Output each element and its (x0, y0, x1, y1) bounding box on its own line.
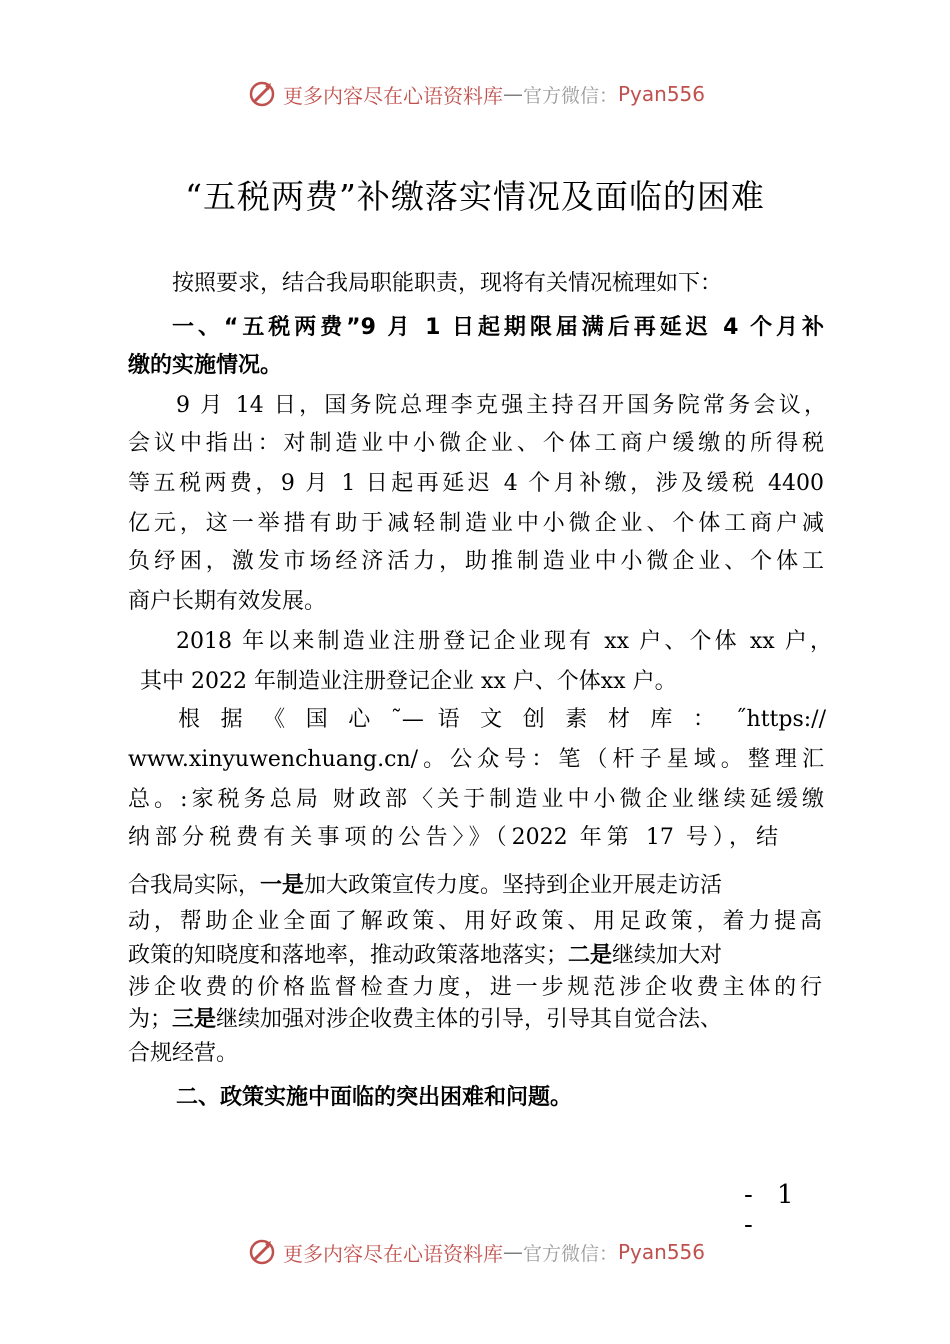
paragraph-1-line3: 等五税两费，9 月 1 日起再延迟 4 个月补缴，涉及缓税 4400 (128, 471, 824, 496)
banner-wechat-label: 官方微信： (522, 1242, 618, 1265)
page-number: - 1 - (744, 1180, 802, 1240)
logo-icon (245, 1235, 279, 1269)
point-one-label: 一是 (260, 873, 305, 898)
paragraph-4-text: 合我局实际， (128, 873, 261, 898)
paragraph-3-line3: 总。:家税务总局 财政部〈关于制造业中小微企业继续延缓缴 (128, 787, 824, 812)
point-three-label: 三是 (172, 1007, 217, 1032)
paragraph-4-text: 为； (128, 1007, 173, 1032)
paragraph-4-line6: 合规经营。 (128, 1041, 239, 1066)
paragraph-3-line4: 纳部分税费有关事项的公告〉》（2022 年第 17 号），结 (128, 825, 778, 850)
banner-separator: — (502, 82, 523, 106)
footer-banner (0, 1232, 950, 1272)
paragraph-4-text: 继续加强对涉企收费主体的引导，引导其自觉合法、 (216, 1007, 723, 1032)
paragraph-4-text: 加大政策宣传力度。坚持到企业开展走访活 (304, 873, 723, 898)
paragraph-1-line5: 负纾困，激发市场经济活力，助推制造业中小微企业、个体工 (128, 549, 824, 574)
banner-wechat-label: 官方微信： (522, 84, 618, 107)
paragraph-4-text: 继续加大对 (612, 943, 723, 968)
section-heading-2: 二、政策实施中面临的突出困难和问题。 (176, 1085, 573, 1110)
section-heading-1-line2: 缴的实施情况。 (128, 353, 283, 378)
paragraph-4-line1 (128, 866, 828, 906)
banner-main-text: 更多内容尽在心语资料库 (282, 83, 503, 108)
paragraph-2-line1: 2018 年以来制造业注册登记企业现有 xx 户、个体 xx 户， (176, 629, 832, 654)
paragraph-1-line2: 会议中指出：对制造业中小微企业、个体工商户缓缴的所得税 (128, 431, 824, 456)
paragraph-4-line2: 动，帮助企业全面了解政策、用好政策、用足政策，着力提高 (128, 909, 822, 934)
document-title: “五税两费”补缴落实情况及面临的困难 (185, 177, 765, 216)
banner-main-text: 更多内容尽在心语资料库 (282, 1241, 503, 1266)
banner-wechat-id: Pyan556 (618, 1240, 706, 1264)
paragraph-1-line1: 9 月 14 日，国务院总理李克强主持召开国务院常务会议， (176, 393, 826, 418)
paragraph-3-line1: 根 据 《 国 心 ˜— 语 文 创 素 材 库 ： ˝https:// (178, 707, 826, 732)
paragraph-1-line6: 商户长期有效发展。 (128, 589, 327, 614)
paragraph-1-line4: 亿元，这一举措有助于减轻制造业中小微企业、个体工商户减 (128, 511, 824, 536)
banner-wechat-id: Pyan556 (618, 82, 706, 106)
paragraph-4-line4: 涉企收费的价格监督检查力度，进一步规范涉企收费主体的行 (128, 975, 822, 1000)
header-banner (0, 74, 950, 114)
paragraph-4-text: 政策的知晓度和落地率，推动政策落地落实； (128, 943, 569, 968)
point-two-label: 二是 (568, 943, 613, 968)
intro-paragraph: 按照要求，结合我局职能职责，现将有关情况梳理如下： (172, 271, 723, 296)
paragraph-2-line2: 其中 2022 年制造业注册登记企业 xx 户、个体xx 户。 (140, 669, 677, 694)
banner-separator: — (502, 1240, 523, 1264)
logo-icon (245, 77, 279, 111)
paragraph-3-line2: www.xinyuwenchuang.cn/。公众号：笔（杆子星域。整理汇 (128, 747, 824, 772)
section-heading-1-line1: 一、“五税两费”9 月 1 日起期限届满后再延迟 4 个月补 (172, 315, 824, 340)
